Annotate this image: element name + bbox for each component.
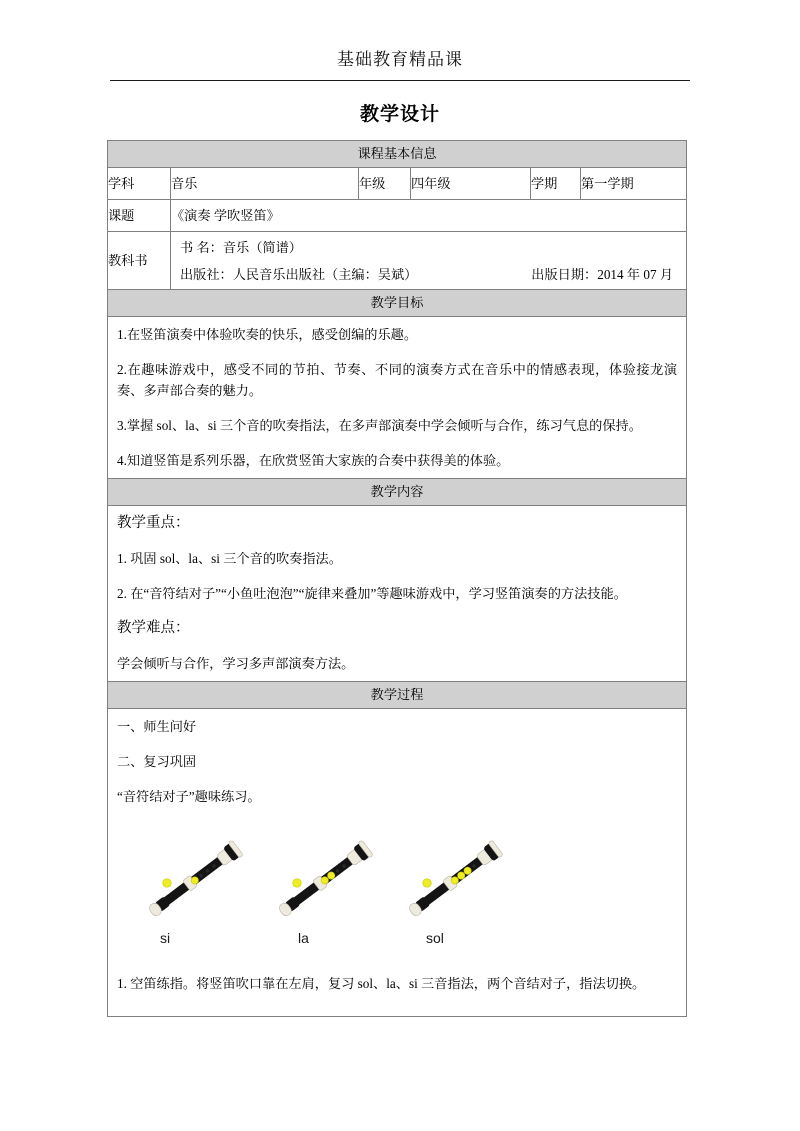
table-row bbox=[108, 479, 687, 506]
recorder-sol-icon bbox=[402, 820, 510, 948]
publisher-label: 出版社： bbox=[180, 267, 233, 282]
grade-label: 年级 bbox=[359, 168, 411, 200]
thumb-hole-dot bbox=[423, 879, 431, 887]
subject-value: 音乐 bbox=[171, 168, 359, 200]
table-row bbox=[108, 506, 687, 682]
publish-date-label: 出版日期： bbox=[531, 267, 598, 282]
recorder-si-icon bbox=[142, 820, 250, 948]
table-row bbox=[108, 200, 687, 232]
key-point-item: 1. 巩固 sol、la、si 三个音的吹奏指法。 bbox=[117, 551, 342, 566]
publisher-line bbox=[171, 260, 686, 289]
textbook-label: 教科书 bbox=[108, 232, 171, 290]
section-header-basic-info: 课程基本信息 bbox=[108, 141, 687, 168]
figure-label: la bbox=[298, 930, 309, 946]
grade-value: 四年级 bbox=[411, 168, 531, 200]
table-row bbox=[108, 232, 687, 290]
table-row bbox=[108, 709, 687, 1017]
term-label: 学期 bbox=[531, 168, 581, 200]
subject-label: 学科 bbox=[108, 168, 171, 200]
topic-label: 课题 bbox=[108, 200, 171, 232]
banner-text: 基础教育精品课 bbox=[337, 50, 463, 69]
figure-label: sol bbox=[426, 930, 444, 946]
content-cell bbox=[108, 506, 687, 682]
book-name-label: 书 名： bbox=[180, 240, 223, 255]
topic-value: 《演奏 学吹竖笛》 bbox=[171, 200, 687, 232]
publisher-value: 人民音乐出版社（主编：吴斌） bbox=[232, 267, 418, 282]
section-header-content: 教学内容 bbox=[108, 479, 687, 506]
objective-item: 2.在趣味游戏中，感受不同的节拍、节奏、不同的演奏方式在音乐中的情感表现，体验接龙演奏、多声部合奏的魅力。 bbox=[117, 362, 678, 398]
header-rule bbox=[110, 80, 690, 81]
publish-date-group bbox=[531, 264, 677, 285]
recorder-fingering-si bbox=[142, 820, 250, 948]
process-cell bbox=[108, 709, 687, 1017]
process-step: 一、师生问好 bbox=[117, 719, 197, 734]
recorder-fingering-la bbox=[272, 820, 380, 948]
page-title: 教学设计 bbox=[359, 104, 440, 125]
key-point-item: 2. 在“音符结对子”“小鱼吐泡泡”“旋律来叠加”等趣味游戏中，学习竖笛演奏的方法技能。 bbox=[117, 586, 627, 601]
term-value: 第一学期 bbox=[581, 168, 687, 200]
difficulty-heading: 教学难点： bbox=[117, 620, 190, 636]
recorder-fingering-figures bbox=[108, 814, 686, 950]
key-points-heading: 教学重点： bbox=[117, 515, 190, 531]
objectives-cell bbox=[108, 317, 687, 479]
process-note: 1. 空笛练指。将竖笛吹口靠在左肩，复习 sol、la、si 三音指法，两个音结对子，指法切换。 bbox=[117, 976, 646, 992]
process-step: 二、复习巩固 bbox=[117, 754, 197, 769]
document-banner bbox=[110, 48, 690, 72]
book-name-line bbox=[171, 232, 686, 260]
table-row bbox=[108, 317, 687, 479]
thumb-hole-dot bbox=[163, 879, 171, 887]
publish-date-value: 2014 年 07 月 bbox=[597, 267, 674, 282]
thumb-hole-dot bbox=[293, 879, 301, 887]
lesson-plan-table bbox=[107, 140, 687, 1017]
section-header-objectives: 教学目标 bbox=[108, 290, 687, 317]
table-row bbox=[108, 682, 687, 709]
objective-item: 4.知道竖笛是系列乐器，在欣赏竖笛大家族的合奏中获得美的体验。 bbox=[117, 453, 510, 468]
process-step: “音符结对子”趣味练习。 bbox=[117, 789, 261, 804]
section-header-process: 教学过程 bbox=[108, 682, 687, 709]
difficulty-item: 学会倾听与合作，学习多声部演奏方法。 bbox=[117, 656, 355, 671]
figure-label: si bbox=[160, 930, 171, 946]
table-row bbox=[108, 141, 687, 168]
objective-item: 1.在竖笛演奏中体验吹奏的快乐，感受创编的乐趣。 bbox=[117, 327, 418, 342]
objective-item: 3.掌握 sol、la、si 三个音的吹奏指法，在多声部演奏中学会倾听与合作，练习气息的保持。 bbox=[117, 418, 642, 433]
table-row bbox=[108, 168, 687, 200]
textbook-details bbox=[171, 232, 687, 290]
book-name-value: 音乐（简谱） bbox=[222, 240, 302, 255]
table-row bbox=[108, 290, 687, 317]
recorder-la-icon bbox=[272, 820, 380, 948]
recorder-fingering-sol bbox=[402, 820, 510, 948]
